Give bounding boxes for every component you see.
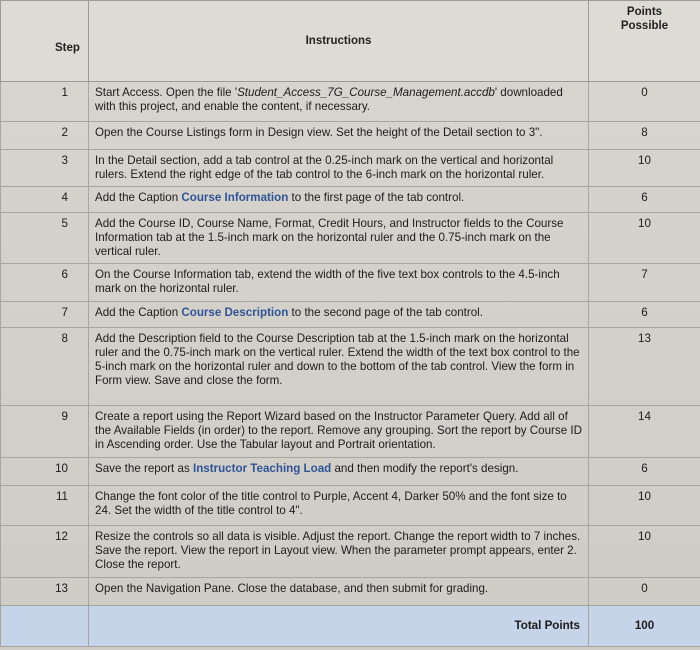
step-instruction xyxy=(89,302,589,328)
instruction-text: Open the Navigation Pane. Close the database, and then submit for grading. xyxy=(95,582,489,595)
table-row xyxy=(1,578,700,606)
points-column-header: Points Possible xyxy=(589,1,700,82)
table-row xyxy=(1,458,700,486)
instruction-text-end: and then modify the report's design. xyxy=(331,462,519,475)
points-value: 10 xyxy=(589,486,700,526)
points-value: 10 xyxy=(589,526,700,578)
table-header-row xyxy=(1,1,700,82)
instruction-highlight: Course Description xyxy=(181,306,289,319)
step-instruction xyxy=(89,82,589,122)
instruction-text: Change the font color of the title control to Purple, Accent 4, Darker 50% and the font size to 24. Set the width of the title control to 4". xyxy=(95,490,567,517)
step-number: 3 xyxy=(1,150,89,187)
step-number: 9 xyxy=(1,406,89,458)
instruction-highlight: Instructor Teaching Load xyxy=(192,462,332,475)
table-row xyxy=(1,150,700,187)
step-instruction xyxy=(89,264,589,302)
instruction-text: In the Detail section, add a tab control at the 0.25-inch mark on the vertical and horizontal rulers. Extend the right edge of the tab control to the 6-inch mark on the horizontal ruler. xyxy=(95,154,554,181)
table-row xyxy=(1,187,700,213)
points-value: 7 xyxy=(589,264,700,302)
step-instruction xyxy=(89,150,589,187)
instruction-text: Open the Course Listings form in Design view. Set the height of the Detail section to 3". xyxy=(95,126,543,139)
table-row xyxy=(1,213,700,264)
instruction-text: Add the Description field to the Course Description tab at the 1.5-inch mark on the horizontal ruler and the 0.75-inch mark on the vertical ruler. Extend the width of the text box control to the 5-inch mark on the horizontal ruler and down to the bottom of the tab control. View the form in Form view. Save and close the form. xyxy=(95,332,580,387)
step-number: 4 xyxy=(1,187,89,213)
table-row xyxy=(1,122,700,150)
step-instruction xyxy=(89,486,589,526)
instruction-text-end: ' downloaded with this project, and enable the content, if necessary. xyxy=(95,86,563,113)
instruction-highlight: Student_Access_7G_Course_Management.accdb xyxy=(237,86,495,99)
instruction-text: Add the Caption xyxy=(95,306,182,319)
step-instruction xyxy=(89,213,589,264)
points-value: 0 xyxy=(589,82,700,122)
instruction-text: Save the report as xyxy=(95,462,193,475)
step-instruction xyxy=(89,122,589,150)
table-row xyxy=(1,82,700,122)
step-column-header: Step xyxy=(1,1,89,82)
instruction-text-end: to the first page of the tab control. xyxy=(288,191,465,204)
step-number: 12 xyxy=(1,526,89,578)
step-instruction xyxy=(89,187,589,213)
table-row xyxy=(1,328,700,406)
step-number: 5 xyxy=(1,213,89,264)
instruction-text: Add the Course ID, Course Name, Format, Credit Hours, and Instructor fields to the Course Information tab at the 1.5-inch mark on the horizontal ruler and the 0.75-inch mark on the vertical ruler. xyxy=(95,217,564,258)
step-instruction xyxy=(89,458,589,486)
points-value: 6 xyxy=(589,302,700,328)
step-instruction xyxy=(89,406,589,458)
instruction-text: Resize the controls so all data is visible. Adjust the report. Change the report width to 7 inches. Save the report. View the report in Layout view. When the parameter prompt appears, enter 2. Close the report. xyxy=(95,530,581,571)
points-value: 6 xyxy=(589,458,700,486)
step-number: 13 xyxy=(1,578,89,606)
step-number: 2 xyxy=(1,122,89,150)
points-value: 14 xyxy=(589,406,700,458)
step-number: 7 xyxy=(1,302,89,328)
total-blank-cell xyxy=(1,606,89,647)
step-number: 6 xyxy=(1,264,89,302)
step-instruction xyxy=(89,578,589,606)
table-row xyxy=(1,486,700,526)
points-value: 10 xyxy=(589,213,700,264)
instruction-text: Create a report using the Report Wizard based on the Instructor Parameter Query. Add all of the Available Fields (in order) to the report. Remove any grouping. Sort the report by Course ID in Ascending order. Use the Tabular layout and Portrait orientation. xyxy=(95,410,582,451)
points-value: 8 xyxy=(589,122,700,150)
points-value: 13 xyxy=(589,328,700,406)
points-value: 10 xyxy=(589,150,700,187)
step-number: 11 xyxy=(1,486,89,526)
instruction-text: Add the Caption xyxy=(95,191,182,204)
points-value: 0 xyxy=(589,578,700,606)
step-number: 8 xyxy=(1,328,89,406)
step-instruction xyxy=(89,526,589,578)
instruction-text-end: to the second page of the tab control. xyxy=(288,306,483,319)
instruction-highlight: Course Information xyxy=(181,191,289,204)
table-row xyxy=(1,526,700,578)
step-number: 1 xyxy=(1,82,89,122)
step-instruction xyxy=(89,328,589,406)
table-row xyxy=(1,406,700,458)
total-label: Total Points xyxy=(89,606,589,647)
step-number: 10 xyxy=(1,458,89,486)
total-value: 100 xyxy=(589,606,700,647)
instruction-text: On the Course Information tab, extend the width of the five text box controls to the 4.5-inch mark on the horizontal ruler. xyxy=(95,268,560,295)
instructions-column-header: Instructions xyxy=(89,1,589,82)
table-row xyxy=(1,302,700,328)
table-row xyxy=(1,264,700,302)
points-value: 6 xyxy=(589,187,700,213)
total-row xyxy=(1,606,700,647)
instruction-text: Start Access. Open the file ' xyxy=(95,86,238,99)
